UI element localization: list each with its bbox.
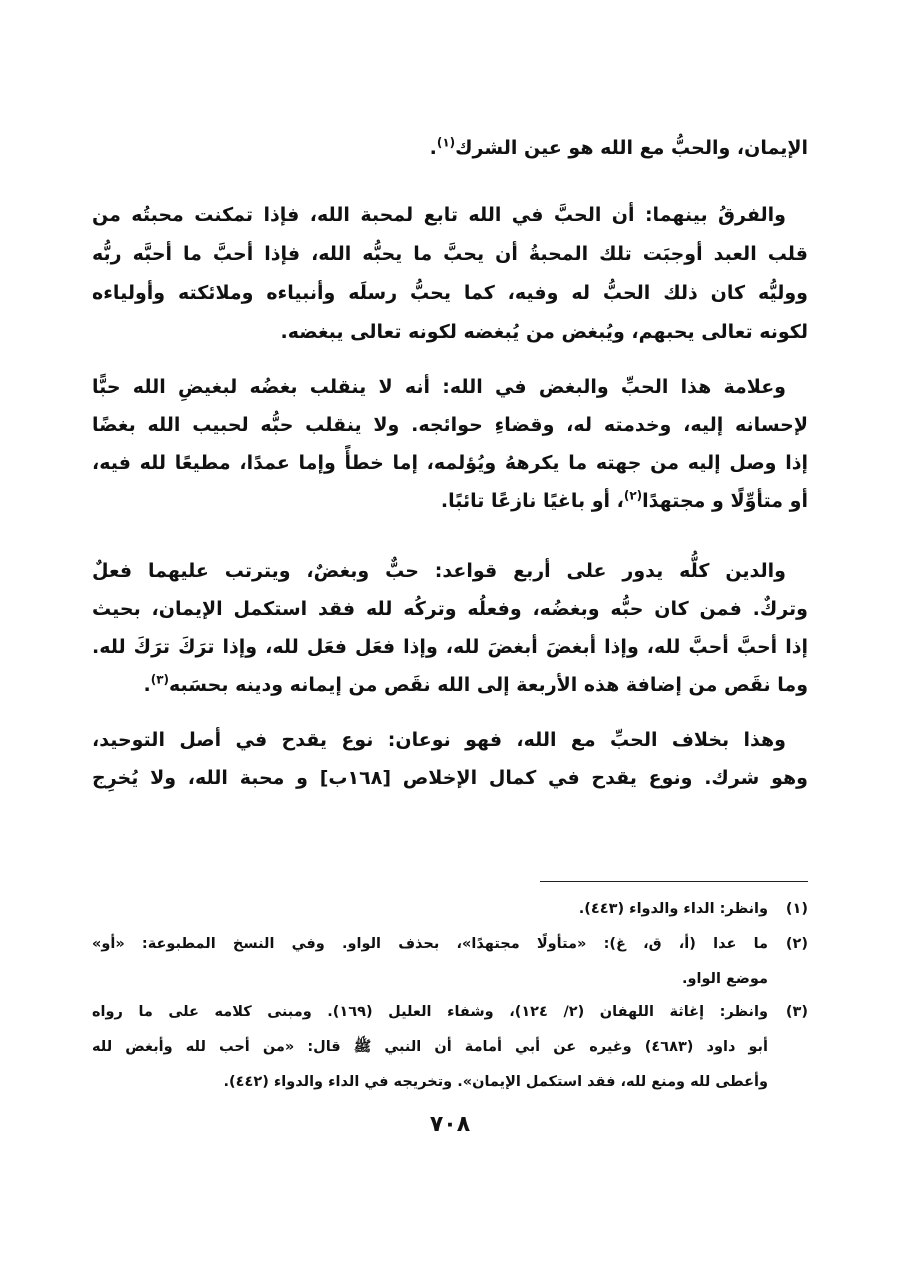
footnote-line xyxy=(92,897,808,921)
page-number: ٧٠٨ xyxy=(429,1112,471,1137)
footnote-number: (٢) xyxy=(785,936,808,952)
footnote-marker[interactable]: (٢) xyxy=(623,488,643,503)
footnote-divider xyxy=(540,881,808,882)
footnote-text: وانظر: إغاثة اللهفان (٢/ ١٢٤)، وشفاء العليل (١٦٩). ومبنى كلامه على ما رواه xyxy=(92,1004,768,1020)
line-text: . xyxy=(143,674,151,696)
line-text: قلب العبد أوجبَت تلك المحبةُ أن يحبَّ ما يحبُّه الله، فإذا أحبَّ ما أحبَّه ربُّه xyxy=(92,243,808,265)
body-line xyxy=(92,725,808,755)
footnote-line xyxy=(92,1035,808,1059)
body-line xyxy=(92,317,808,347)
footnote-line xyxy=(92,1000,808,1024)
line-text: وهو شرك. ونوع يقدح في كمال الإخلاص [١٦٨ب] و محبة الله، ولا يُخرِج xyxy=(92,767,808,789)
body-line xyxy=(92,133,808,163)
footnote-text: وانظر: الداء والدواء (٤٤٣). xyxy=(578,901,768,917)
line-text: والفرقُ بينهما: أن الحبَّ في الله تابع لمحبة الله، فإذا تمكنت محبتُه من xyxy=(92,204,786,226)
footnote-number: (٣) xyxy=(785,1004,808,1020)
footnote-line xyxy=(92,967,808,991)
body-line xyxy=(92,763,808,793)
line-text: إذا وصل إليه من جهته ما يكرههُ ويُؤلمه، إما خطأً وإما عمدًا، مطيعًا لله فيه، xyxy=(92,452,808,474)
line-text: إذا أحبَّ أحبَّ لله، وإذا أبغضَ أبغضَ لله، وإذا فعَل فعَل لله، وإذا ترَكَ ترَكَ لله. xyxy=(92,636,808,658)
footnote-number: (١) xyxy=(785,901,808,917)
body-line xyxy=(92,372,808,402)
body-line xyxy=(92,410,808,440)
body-line xyxy=(92,632,808,662)
footnote-marker[interactable]: (٣) xyxy=(150,672,170,687)
line-text: وتركٌ. فمن كان حبُّه وبغضُه، وفعلُه وتركُه لله فقد استكمل الإيمان، بحيث xyxy=(92,598,808,620)
footnote-text: ما عدا (أ، ق، غ): «متأولًا مجتهدًا»، بحذف الواو. وفي النسخ المطبوعة: «أو» xyxy=(92,936,768,952)
line-text: أو متأوِّلًا و مجتهدًا xyxy=(642,490,808,512)
line-text: الإيمان، والحبُّ مع الله هو عين الشرك xyxy=(455,137,808,159)
line-text: لإحسانه إليه، وخدمته له، وقضاءِ حوائجه. ولا ينقلب حبُّه لحبيب الله بغضًا xyxy=(92,414,808,436)
body-line xyxy=(92,278,808,308)
body-line xyxy=(92,594,808,624)
body-line xyxy=(92,448,808,478)
footnote-text: وأعطى لله ومنع لله، فقد استكمل الإيمان». وتخريجه في الداء والدواء (٤٤٢). xyxy=(223,1074,768,1090)
body-line xyxy=(92,239,808,269)
footnote-line xyxy=(92,1070,808,1094)
footnote-marker[interactable]: (١) xyxy=(436,135,456,150)
line-text: لكونه تعالى يحبهم، ويُبغض من يُبغضه لكونه تعالى يبغضه. xyxy=(280,321,808,343)
line-text: . xyxy=(429,137,437,159)
line-text: وما نقَص من إضافة هذه الأربعة إلى الله نقَص من إيمانه ودينه بحسَبه xyxy=(169,674,808,696)
footnote-text: موضع الواو. xyxy=(681,971,768,987)
body-line xyxy=(92,200,808,230)
line-text: ، أو باغيًا نازعًا تائبًا. xyxy=(440,490,624,512)
line-text: وهذا بخلاف الحبِّ مع الله، فهو نوعان: نوع يقدح في أصل التوحيد، xyxy=(92,729,786,751)
body-line xyxy=(92,670,808,700)
body-line xyxy=(92,556,808,586)
line-text: وعلامة هذا الحبِّ والبغض في الله: أنه لا ينقلب بغضُه لبغيضِ الله حبًّا xyxy=(92,376,786,398)
footnote-line xyxy=(92,932,808,956)
footnote-text: أبو داود (٤٦٨٣) وغيره عن أبي أمامة أن النبي ﷺ قال: «من أحب لله وأبغض لله xyxy=(92,1039,768,1055)
body-line xyxy=(92,486,808,516)
line-text: والدين كلُّه يدور على أربع قواعد: حبٌّ وبغضٌ، ويترتب عليهما فعلٌ xyxy=(92,560,786,582)
line-text: ووليُّه كان ذلك الحبُّ له وفيه، كما يحبُّ رسلَه وأنبياءه وملائكته وأولياءه xyxy=(92,282,808,304)
